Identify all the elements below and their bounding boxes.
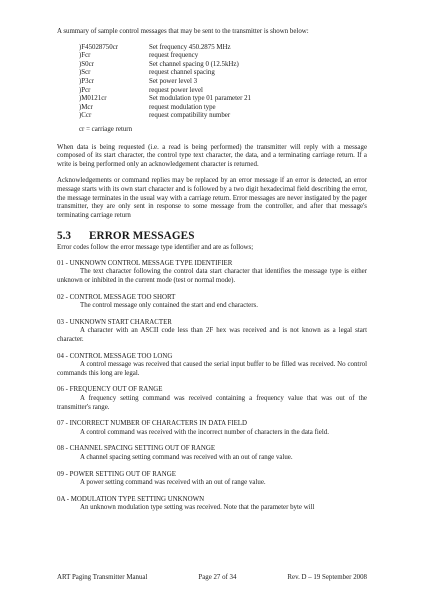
command-code: )M0121cr [79, 95, 107, 103]
error-description: The text character following the control data start character that identifies the message type is either unknown or inhibited in the current mode (test or normal mode). [57, 268, 367, 285]
command-description: Set power level 3 [149, 77, 198, 85]
error-description: An unknown modulation type setting was received. Note that the parameter byte will [80, 504, 315, 512]
error-description: A character with an ASCII code less than 2F hex was received and is not known as a legal start character. [57, 327, 367, 344]
error-entry [57, 420, 367, 437]
error-title: 08 - CHANNEL SPACING SETTING OUT OF RANGE [57, 445, 216, 453]
command-row [79, 52, 367, 61]
command-description: Set frequency 450.2875 MHz [149, 43, 231, 51]
command-code: )Ccr [79, 112, 92, 120]
command-row [79, 61, 367, 70]
command-row [79, 69, 367, 78]
command-row [79, 112, 367, 121]
section-number: 5.3 [57, 230, 71, 243]
command-row [79, 87, 367, 96]
carriage-return-note: cr = carriage return [79, 125, 133, 133]
command-description: request compatibility number [149, 112, 231, 120]
footer-manual-title: ART Paging Transmitter Manual [57, 574, 148, 581]
footer-page-number: Page 27 of 34 [198, 574, 237, 581]
command-code: )S0cr [79, 60, 94, 68]
error-description: A control command was received with the incorrect number of characters in the data field. [80, 428, 329, 436]
error-entry [57, 353, 367, 379]
command-code: )F45028750cr [79, 43, 119, 51]
command-description: request channel spacing [149, 69, 215, 77]
error-entry [57, 496, 367, 513]
section-heading [57, 230, 367, 242]
command-code: )Pcr [79, 86, 91, 94]
section-title: ERROR MESSAGES [89, 230, 195, 243]
error-description: A channel spacing setting command was received with an out of range value. [80, 453, 293, 461]
error-title: 02 - CONTROL MESSAGE TOO SHORT [57, 293, 176, 301]
command-row [79, 104, 367, 113]
command-row [79, 44, 367, 53]
error-title: 0A - MODULATION TYPE SETTING UNKNOWN [57, 495, 205, 503]
error-title: 04 - CONTROL MESSAGE TOO LONG [57, 352, 173, 360]
errors-intro: Error codes follow the error message type identifier and are as follows; [57, 244, 254, 252]
page-content [57, 28, 367, 521]
error-title: 06 - FREQUENCY OUT OF RANGE [57, 386, 163, 394]
command-description: request frequency [149, 52, 199, 60]
intro-text: A summary of sample control messages that may be sent to the transmitter is shown below: [57, 28, 309, 35]
acknowledgement-paragraph: Acknowledgements or command replies may be replaced by an error message if an error is detected, an error message starts with its own start character and is followed by a two digit hexadecimal field describing the error, the message terminates in the usual way with a carriage return. Error messages are never instigated by the pager transmitter, they are only sent in response to some message from the controller, and after that message's terminating carriage return [57, 177, 367, 219]
error-entry [57, 471, 367, 488]
error-entry [57, 260, 367, 286]
command-row [79, 95, 367, 104]
error-description: The control message only contained the start and end characters. [80, 302, 258, 310]
error-description: A frequency setting command was received containing a frequency value that was out of the transmitter's range. [57, 395, 367, 411]
command-row [79, 78, 367, 87]
command-code: )P3cr [79, 77, 94, 85]
error-entry [57, 386, 367, 412]
error-title: 01 - UNKNOWN CONTROL MESSAGE TYPE IDENTIFIER [57, 259, 233, 267]
command-description: request power level [149, 86, 203, 94]
error-entry [57, 319, 367, 345]
page-footer [57, 574, 367, 583]
command-code: )Fcr [79, 52, 91, 60]
error-description: A power setting command was received with an out of range value. [80, 479, 266, 487]
error-description: A control message was received that caused the serial input buffer to be filled was received. No control commands this long are legal. [57, 361, 367, 377]
error-title: 03 - UNKNOWN START CHARACTER [57, 318, 172, 326]
error-entry [57, 294, 367, 311]
command-description: Set modulation type 01 parameter 21 [149, 95, 251, 103]
error-title: 09 - POWER SETTING OUT OF RANGE [57, 470, 176, 478]
footer-revision: Rev. D – 19 September 2008 [287, 574, 367, 581]
reply-paragraph: When data is being requested (i.e. a read is being performed) the transmitter will reply with a message composed of its start character, the control type text character, the data, and a terminating carriage return. If a write is being performed only an acknowledgement character is returned. [57, 143, 367, 168]
error-title: 07 - INCORRECT NUMBER OF CHARACTERS IN DATA FIELD [57, 420, 247, 428]
command-code: )Scr [79, 69, 91, 77]
command-description: Set channel spacing 0 (12.5kHz) [149, 60, 239, 68]
command-code: )Mcr [79, 103, 93, 111]
command-description: request modulation type [149, 103, 216, 111]
command-table [79, 44, 367, 121]
error-entry [57, 445, 367, 462]
